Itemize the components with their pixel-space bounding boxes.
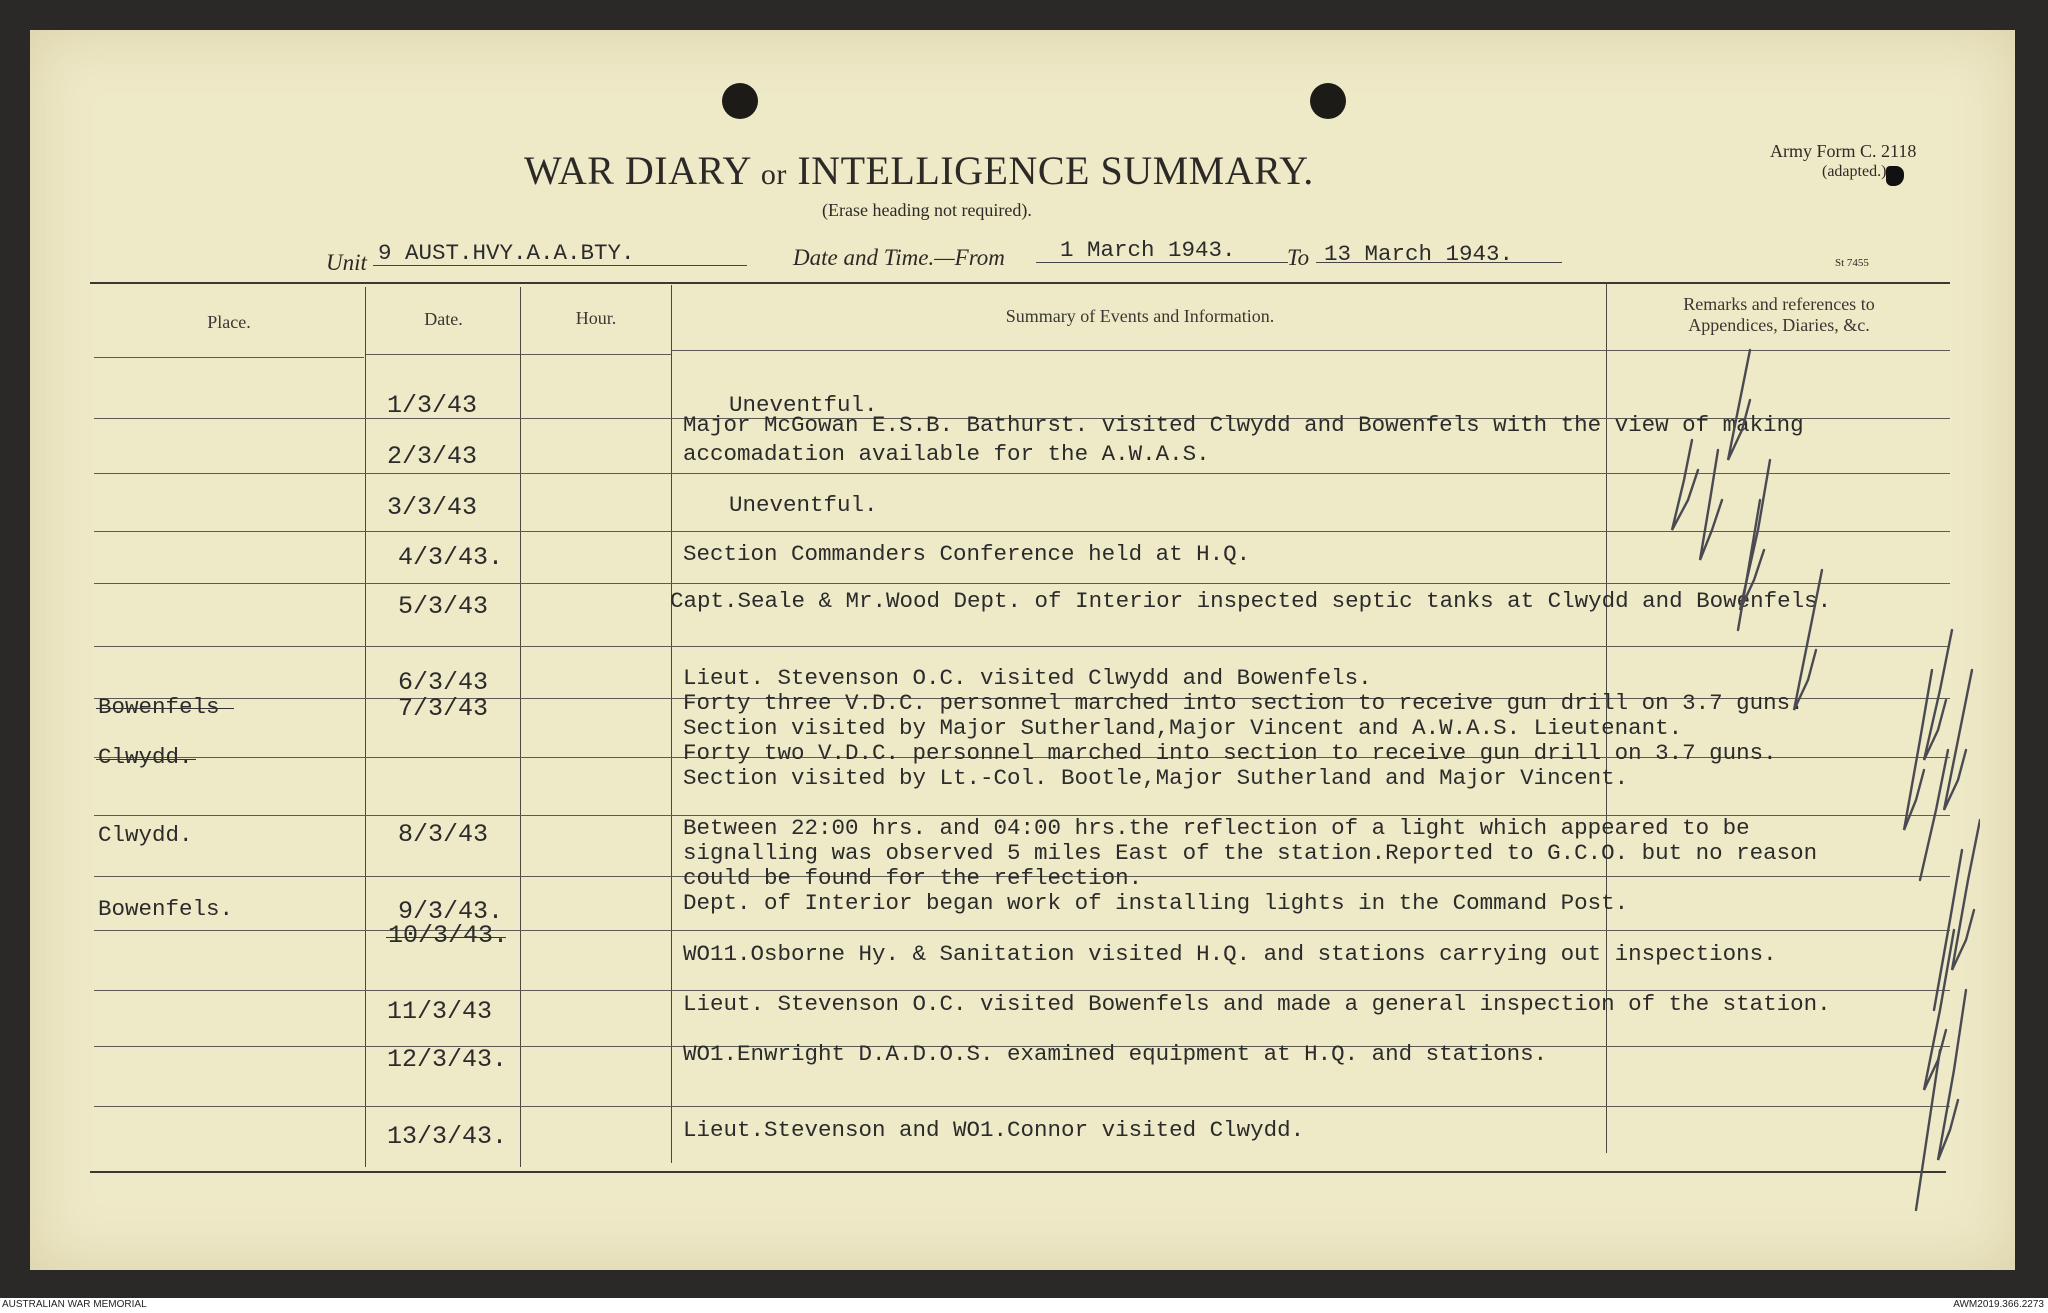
summary-cell: Forty two V.D.C. personnel marched into section to receive gun drill on 3.7 guns. [683,740,1777,766]
summary-cell: Major McGowan E.S.B. Bathurst. visited Clwydd and Bowenfels with the view of making [683,412,1804,438]
date-column-header: Date. [424,309,463,329]
date-cell: 7/3/43 [398,694,489,723]
place-column-header: Place. [207,312,251,332]
summary-cell: Uneventful. [729,492,878,518]
date-to-label: To [1287,245,1310,270]
date-to-value: 13 March 1943. [1324,241,1514,267]
date-cell: 4/3/43. [398,543,504,572]
summary-cell: Lieut. Stevenson O.C. visited Bowenfels and made a general inspection of the station. [683,991,1831,1017]
punch-hole-right [1310,83,1346,119]
summary-cell: WO11.Osborne Hy. & Sanitation visited H.Q. and stations carrying out inspections. [683,941,1777,967]
summary-cell: WO1.Enwright D.A.D.O.S. examined equipment at H.Q. and stations. [683,1041,1548,1067]
summary-cell: could be found for the reflection. [683,865,1143,891]
summary-cell: signalling was observed 5 miles East of the station.Reported to G.C.O. but no reason [683,840,1818,866]
place-cell: Bowenfels [98,694,220,720]
army-form-adapted: (adapted.) [1822,163,1887,180]
strike-through [96,759,196,760]
hour-header-rule [521,354,671,355]
unit-label: Unit [326,250,367,275]
table-top-rule [90,282,1950,284]
summary-cell: Lieut.Stevenson and WO1.Connor visited Clwydd. [683,1117,1305,1143]
strike-through [96,708,234,709]
place-cell: Clwydd. [98,744,193,770]
place-cell: Bowenfels. [98,896,234,922]
summary-cell: Lieut. Stevenson O.C. visited Clwydd and Bowenfels. [683,665,1372,691]
col-divider-date-hour [520,287,521,1167]
punch-hole-left [722,83,758,119]
summary-header-rule [672,350,1608,351]
army-form-number: Army Form C. 2118 [1770,141,1917,161]
summary-cell: Section visited by Lt.-Col. Bootle,Major Sutherland and Major Vincent. [683,765,1629,791]
summary-cell: Section visited by Major Sutherland,Major Vincent and A.W.A.S. Lieutenant. [683,715,1683,741]
date-cell: 13/3/43. [387,1122,508,1151]
pencil-check-marks [1640,330,1980,1220]
hour-column-header: Hour. [575,308,617,328]
remarks-column-header: Remarks and references to Appendices, Diaries, &c. [1683,294,1875,335]
summary-cell: Dept. of Interior began work of installing lights in the Command Post. [683,890,1629,916]
summary-cell: Section Commanders Conference held at H.Q. [683,541,1251,567]
date-cell: 2/3/43 [387,442,478,471]
strike-through [386,937,506,938]
col-divider-place-date [365,287,366,1167]
date-cell: 11/3/43 [387,997,493,1026]
date-cell: 5/3/43 [398,592,489,621]
summary-cell: Between 22:00 hrs. and 04:00 hrs.the reflection of a light which appeared to be [683,815,1750,841]
place-header-rule [94,357,364,358]
col-divider-hour-summary [671,285,672,1163]
date-cell: 12/3/43. [387,1045,508,1074]
summary-cell: Capt.Seale & Mr.Wood Dept. of Interior inspected septic tanks at Clwydd and Bowenfels. [670,588,1832,614]
date-cell: 9/3/43. [398,897,504,926]
date-from-label: Date and Time.—From [793,245,1005,270]
erase-note: (Erase heading not required). [822,200,1032,220]
date-cell: 3/3/43 [387,493,478,522]
date-cell: 8/3/43 [398,820,489,849]
date-cell: 1/3/43 [387,391,478,420]
summary-cell: Forty three V.D.C. personnel marched into section to receive gun drill on 3.7 guns. [683,690,1804,716]
archive-footer [0,1298,2048,1313]
stock-code: St 7455 [1835,257,1869,269]
place-cell: Clwydd. [98,822,193,848]
archive-name: AUSTRALIAN WAR MEMORIAL [2,1299,147,1310]
date-cell: 10/3/43. [388,921,509,950]
summary-cell: Uneventful. [729,392,878,418]
date-cell: 6/3/43 [398,668,489,697]
form-title: WAR DIARY or INTELLIGENCE SUMMARY. [524,148,1314,193]
summary-cell: accomadation available for the A.W.A.S. [683,441,1210,467]
unit-value: 9 AUST.HVY.A.A.BTY. [378,240,635,266]
archive-reference: AWM2019.366.2273 [1953,1299,2044,1310]
date-from-value: 1 March 1943. [1060,237,1236,263]
date-header-rule [366,354,521,355]
summary-column-header: Summary of Events and Information. [1005,306,1275,326]
